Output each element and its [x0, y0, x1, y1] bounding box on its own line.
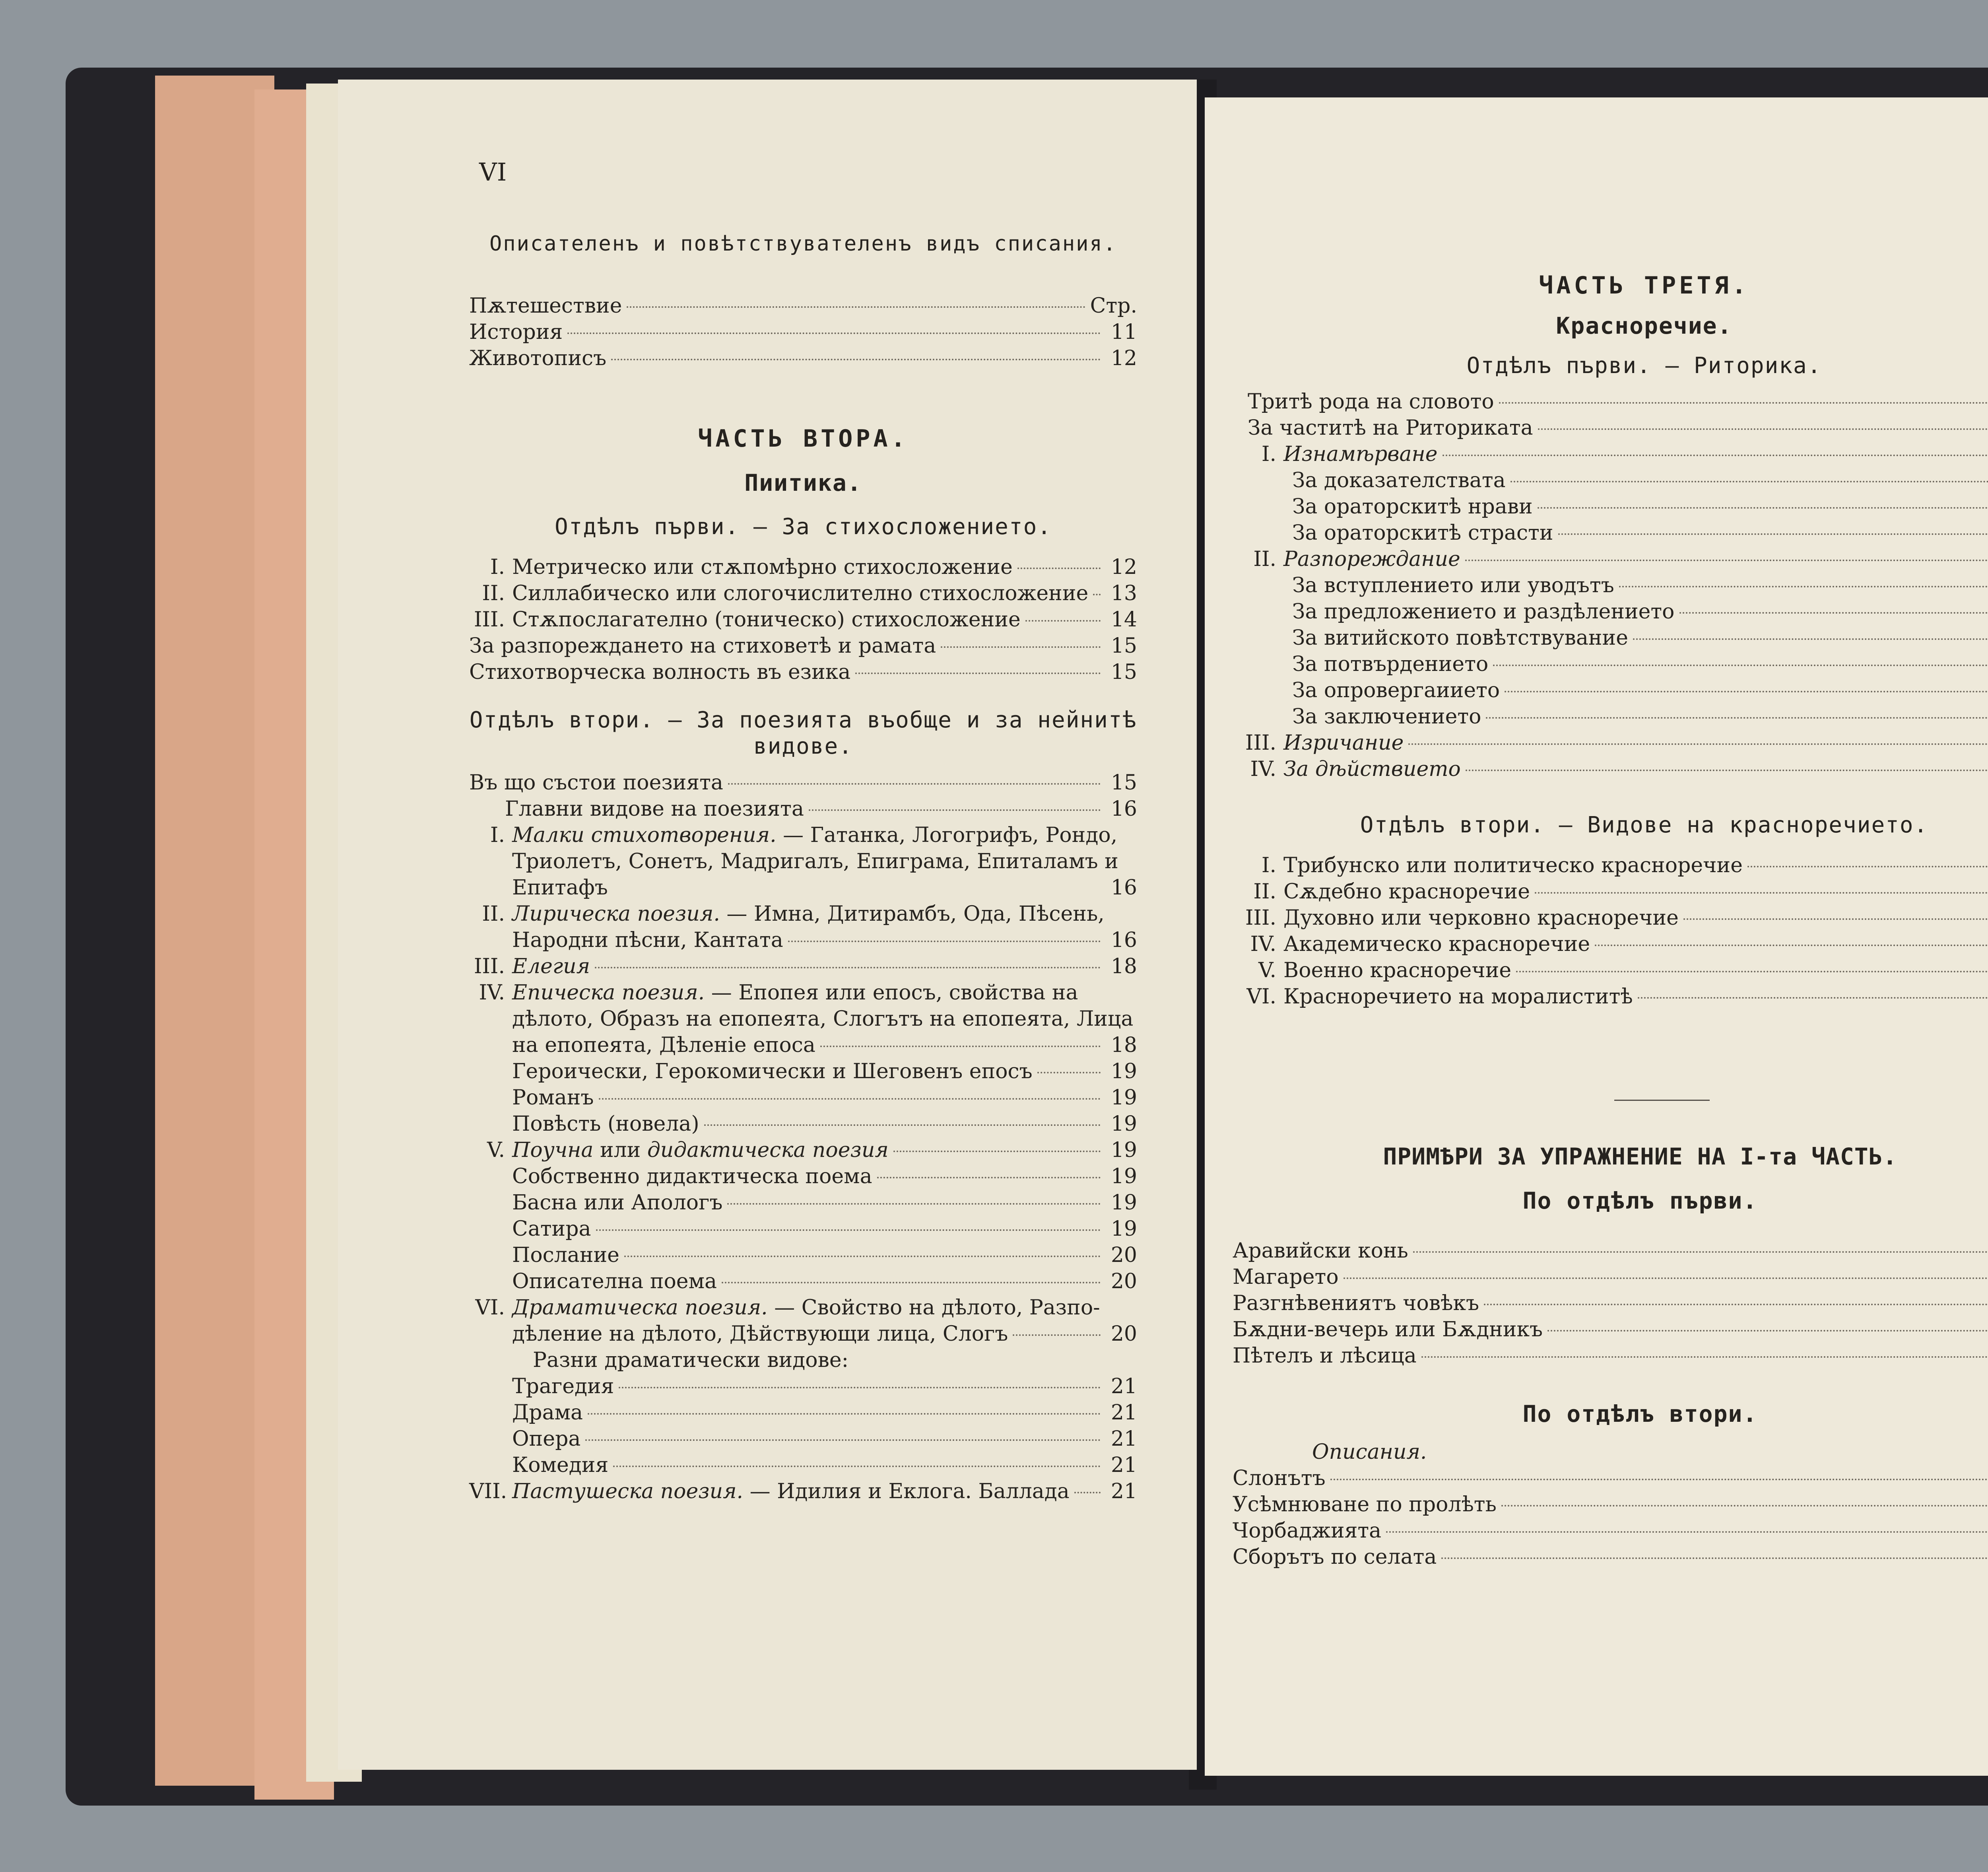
examples-title: ПРИМѢРИ ЗА УПРАЖНЕНИЕ НА I-та ЧАСТЬ.	[1383, 1143, 1897, 1170]
toc-entry: Разни драматически видове:	[533, 1348, 849, 1372]
toc-entry: I. Трибунско или политическо красноречие	[1241, 852, 1988, 879]
toc-entry-continued: Триолетъ, Сонетъ, Мадригалъ, Епиграма, Епиталамъ и	[512, 849, 1118, 873]
toc-entry: VI. Красноречието на моралиститѣ	[1241, 984, 1988, 1010]
toc-entry: Сборътъ по селата	[1233, 1544, 1988, 1570]
toc-entry: Бѫдни-вечерь или Бѫдникъ	[1233, 1316, 1988, 1343]
toc-entry: Въ що състои поезията 15	[469, 771, 1137, 795]
toc-entry: Послание 20	[512, 1243, 1137, 1267]
toc-entry: Пѣтелъ и лѣсица	[1233, 1343, 1988, 1369]
descriptions-subhead: Описания.	[1312, 1440, 1427, 1464]
toc-entry: Усѣмнюване по пролѣть	[1233, 1491, 1988, 1518]
toc-entry-continued: дѣление на дѣлото, Дѣйствующи лица, Слогъ 20	[512, 1322, 1137, 1346]
toc-entry: II. Сѫдебно красноречие	[1241, 879, 1988, 905]
toc-entry-continued: дѣлото, Образъ на епопеята, Слогътъ на епопеята, Лица	[512, 1007, 1134, 1031]
toc-entry: За заключението	[1241, 704, 1988, 730]
toc-entry: VII. Пастушеска поезия. — Идилия и Еклога. Баллада 21	[469, 1479, 1137, 1503]
toc-entry-continued: Епитафъ 16	[512, 876, 1137, 900]
toc-entry: III. Духовно или черковно красноречие	[1241, 905, 1988, 931]
toc-entry: V. Поучна или дидактическа поезия 19	[487, 1138, 1137, 1162]
toc-entry: III. Елегия 18	[474, 954, 1137, 978]
division-heading: Отдѣлъ първи. — За стихосложението.	[554, 514, 1052, 540]
toc-entry: За витийското повѣтствувание	[1241, 625, 1988, 651]
part-three	[1241, 272, 1988, 1010]
division-heading: видове.	[753, 733, 853, 759]
part-title: ЧАСТЬ ТРЕТЯ.	[1539, 272, 1749, 299]
examples-toc	[1233, 1238, 1988, 1369]
toc-entry: Трагедия 21	[512, 1374, 1137, 1398]
toc-entry: Магарето	[1233, 1264, 1988, 1290]
toc-entry: Аравийски конь	[1233, 1238, 1988, 1264]
toc-entry: Опера 21	[512, 1427, 1137, 1451]
toc-entry: Описателна поема 20	[512, 1269, 1137, 1293]
toc-entry: Стихотворческа волность въ езика 15	[469, 660, 1137, 684]
toc-entry: Драма 21	[512, 1401, 1137, 1425]
toc-entry: За доказателствата	[1241, 467, 1988, 494]
toc-entry-continued: Народни пѣсни, Кантата 16	[512, 928, 1137, 952]
toc-entry: I. Метрическо или стѫпомѣрно стихосложение 12	[490, 555, 1137, 579]
toc-entry: IV. Академическо красноречие	[1241, 931, 1988, 957]
part-title: ЧАСТЬ ВТОРА.	[698, 425, 909, 453]
section-heading: Описателенъ и повѣтствувателенъ видъ списания.	[489, 232, 1117, 256]
descriptive-section	[469, 231, 1137, 371]
toc-entry: VI. Драматическа поезия. — Свойство на дѣлото, Разпо-	[475, 1296, 1100, 1320]
toc-entry: IV. За дѣйствието	[1241, 756, 1988, 782]
toc-entry: III. Стѫпослагателно (тоническо) стихосложение 14	[474, 608, 1137, 632]
toc-entry-continued: на епопеята, Дѣленіе епоса 18	[512, 1033, 1137, 1057]
examples-subheading: По отдѣлъ втори.	[1522, 1400, 1758, 1427]
toc-entry: III. Изричание	[1241, 730, 1988, 756]
toc-entry: I. Малки стихотворения. — Гатанка, Логогрифъ, Рондо,	[490, 823, 1118, 847]
toc-entry: Чорбаджията	[1233, 1518, 1988, 1544]
toc-entry: За ораторскитѣ нрави	[1241, 494, 1988, 520]
toc-entry: Животописъ 12	[469, 346, 1137, 370]
part-subtitle: Красноречие.	[1556, 312, 1732, 339]
toc-entry: За вступлението или уводътъ	[1241, 572, 1988, 599]
examples-toc	[1233, 1465, 1988, 1570]
toc-entry: За ораторскитѣ страсти	[1241, 520, 1988, 546]
toc-entry: IV. Епическа поезия. — Епопея или епосъ, свойства на	[479, 981, 1078, 1005]
right-page	[1205, 97, 1988, 1776]
division-heading: Отдѣлъ първи. — Риторика.	[1466, 353, 1822, 379]
toc-entry: Басна или Апологъ 19	[512, 1191, 1137, 1215]
toc-entry: Героически, Герокомически и Шеговенъ епосъ 19	[512, 1059, 1137, 1083]
division-heading: Отдѣлъ втори. — Видове на красноречието.	[1360, 812, 1928, 838]
toc-entry: Романъ 19	[512, 1086, 1137, 1110]
toc-entry: Тритѣ рода на словото	[1241, 389, 1988, 415]
toc-entry: Сатира 19	[512, 1217, 1137, 1241]
part-two	[469, 426, 1137, 1505]
examples-subheading: По отдѣлъ първи.	[1522, 1187, 1758, 1214]
kinds-toc	[1241, 852, 1988, 1010]
toc-entry: Собственно дидактическа поема 19	[512, 1164, 1137, 1188]
toc-entry: За опровергаиието	[1241, 677, 1988, 704]
toc-entry: История 11	[469, 320, 1137, 344]
toc-entry: II. Силлабическо или слогочислително стихосложение 13	[482, 581, 1137, 605]
toc-entry: II. Разпореждание	[1241, 546, 1988, 572]
toc-entry: II. Лирическа поезия. — Имна, Дитирамбъ, Ода, Пѣсень,	[482, 902, 1105, 926]
rhetoric-toc	[1241, 389, 1988, 782]
division-heading: Отдѣлъ втори. — За поезията въобще и за нейнитѣ	[469, 707, 1137, 733]
toc-entry: За частитѣ на Риториката	[1241, 415, 1988, 441]
part-subtitle: Пиитика.	[744, 469, 862, 496]
toc-entry: V. Военно красноречие	[1241, 957, 1988, 984]
toc-entry: Слонътъ	[1233, 1465, 1988, 1491]
toc-entry: Комедия 21	[512, 1453, 1137, 1477]
toc-entry: Разгнѣвениятъ човѣкъ	[1233, 1290, 1988, 1316]
toc-entry: Главни видове на поезията 16	[505, 797, 1137, 821]
left-page	[338, 80, 1197, 1770]
toc-entry: За потвърдението	[1241, 651, 1988, 677]
page-number: VI	[479, 157, 507, 187]
toc-entry: За предложението и раздѣлението	[1241, 599, 1988, 625]
toc-entry: За разпореждането на стиховетѣ и рамата 15	[469, 634, 1137, 658]
examples-section	[1233, 1143, 1988, 1570]
toc-entry: I. Изнамѣрване	[1241, 441, 1988, 467]
toc-entry: Пѫтешествие Стр.	[469, 294, 1137, 318]
toc-entry: Повѣсть (новела) 19	[512, 1112, 1137, 1136]
section-divider	[1614, 1100, 1710, 1101]
